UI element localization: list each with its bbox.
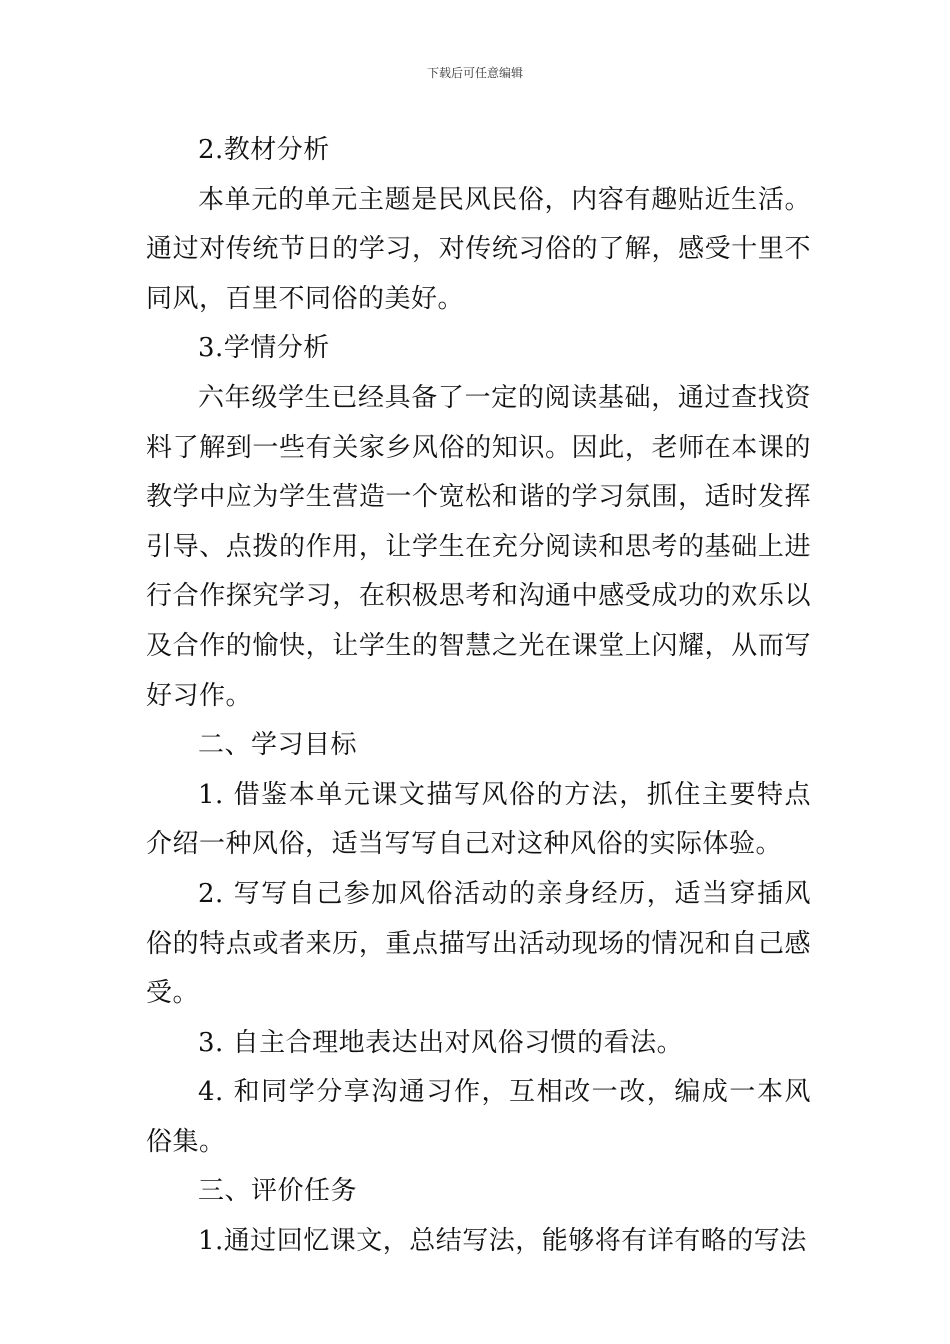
document-body bbox=[146, 126, 811, 1267]
evaluation-task-item: 1.通过回忆课文，总结写法，能够将有详有略的写法 bbox=[198, 1226, 807, 1257]
learning-goal-item: 2. 写写自己参加风俗活动的亲身经历，适当穿插风俗的特点或者来历，重点描写出活动现场的情况和自己感受。 bbox=[146, 878, 811, 1009]
learning-goal-item: 1. 借鉴本单元课文描写风俗的方法，抓住主要特点介绍一种风俗，适当写写自己对这种风俗的实际体验。 bbox=[146, 779, 811, 860]
learning-goal-item: 3. 自主合理地表达出对风俗习惯的看法。 bbox=[198, 1027, 684, 1058]
heading-student-analysis: 3.学情分析 bbox=[198, 333, 330, 364]
learning-goal-item: 4. 和同学分享沟通习作，互相改一改，编成一本风俗集。 bbox=[146, 1077, 811, 1157]
paragraph-student-analysis: 六年级学生已经具备了一定的阅读基础，通过查找资料了解到一些有关家乡风俗的知识。因此，老师在本课的教学中应为学生营造一个宽松和谐的学习氛围，适时发挥引导、点拨的作用，让学生在充分阅读和思考的基础上进行合作探究学习，在积极思考和沟通中感受成功的欢乐以及合作的愉快，让学生的智慧之光在课堂上闪耀，从而写好习作。 bbox=[146, 382, 811, 711]
heading-learning-goals: 二、学习目标 bbox=[198, 730, 358, 761]
heading-evaluation-tasks: 三、评价任务 bbox=[198, 1176, 358, 1207]
heading-textbook-analysis: 2.教材分析 bbox=[198, 135, 330, 165]
page-header-note: 下载后可任意编辑 bbox=[426, 66, 523, 80]
paragraph-textbook-analysis: 本单元的单元主题是民风民俗，内容有趣贴近生活。通过对传统节日的学习，对传统习俗的了解，感受十里不同风，百里不同俗的美好。 bbox=[146, 184, 811, 314]
